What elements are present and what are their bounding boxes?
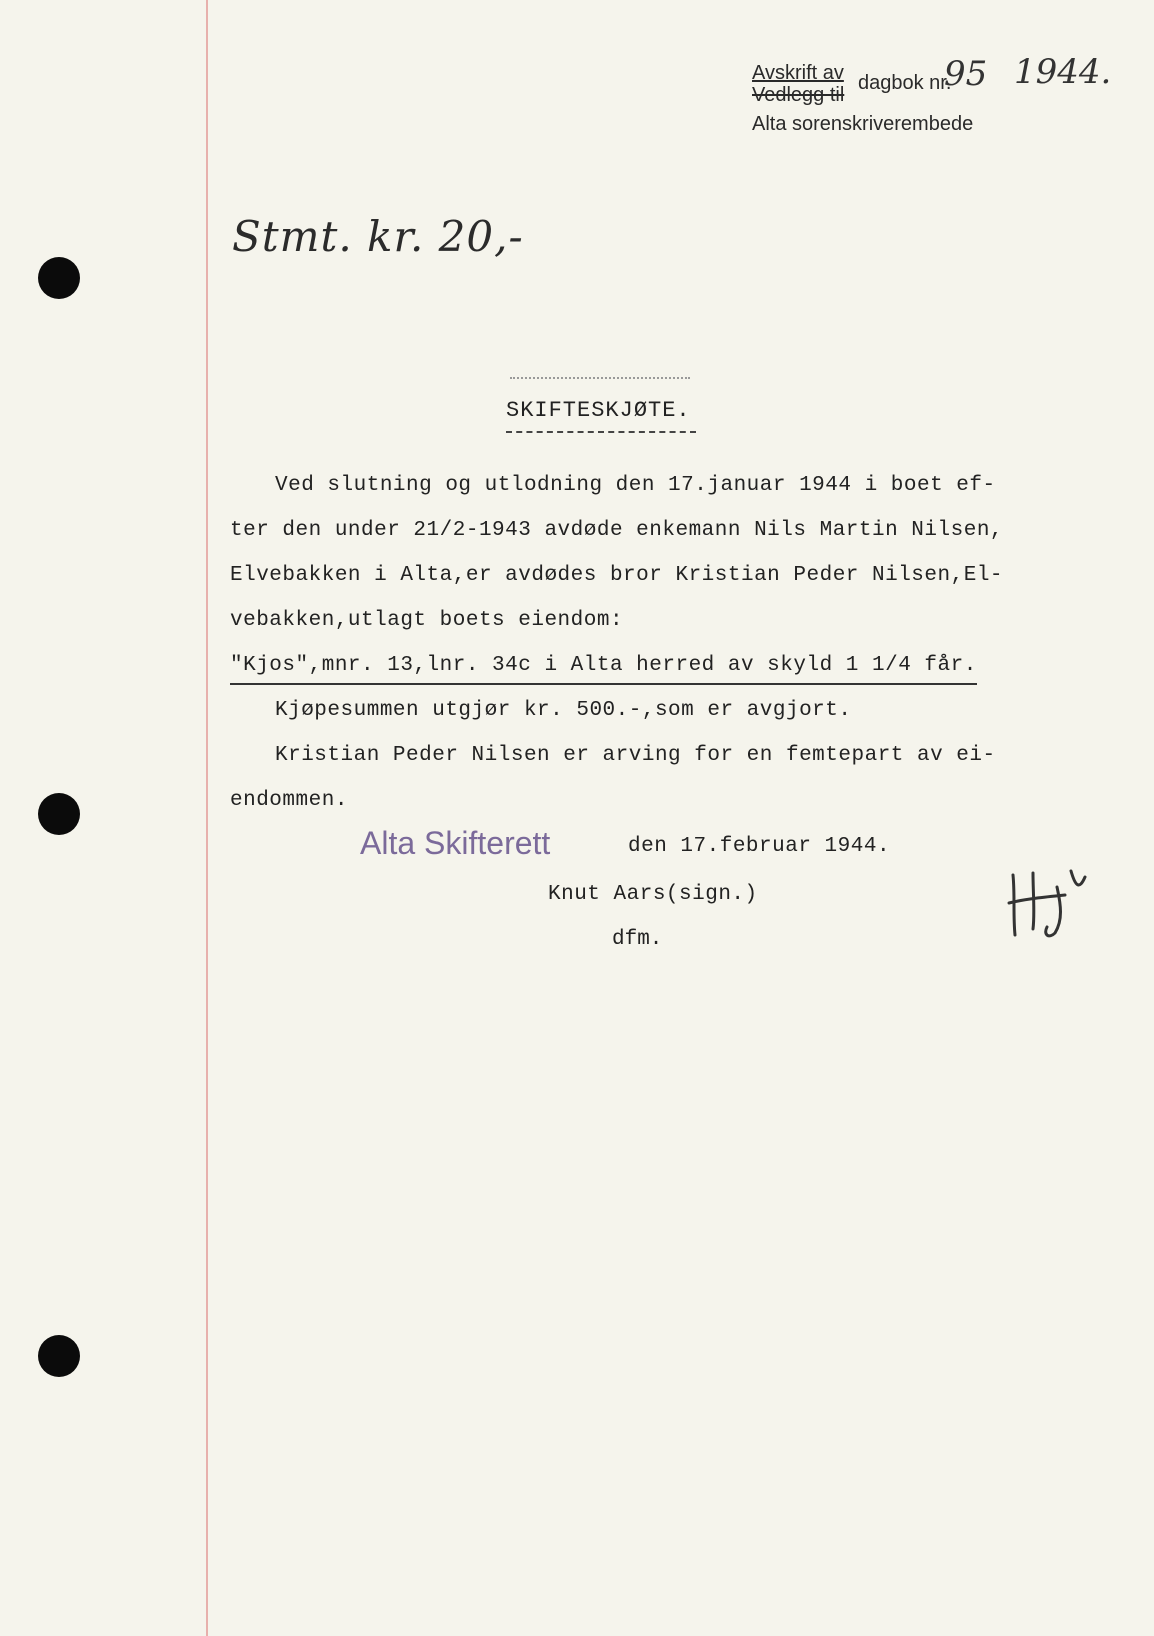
header-row bbox=[752, 52, 1132, 106]
record-header bbox=[752, 52, 1132, 136]
margin-line bbox=[206, 0, 208, 1636]
binder-hole bbox=[38, 793, 80, 835]
dagbok-year: 1944. bbox=[1014, 52, 1112, 92]
body-line-property bbox=[230, 643, 1060, 688]
body-line: Ved slutning og utlodning den 17.januar 1944 i boet ef- bbox=[275, 474, 996, 497]
vedlegg-label: Vedlegg til bbox=[752, 84, 845, 106]
handwritten-initials bbox=[1005, 865, 1095, 940]
dagbok-number: 95 bbox=[944, 54, 988, 94]
body-line: Kjøpesummen utgjør kr. 500.-,som er avgjort. bbox=[275, 699, 852, 722]
property-description: "Kjos",mnr. 13,lnr. 34c i Alta herred av skyld 1 1/4 får. bbox=[230, 649, 977, 685]
body-line: vebakken,utlagt boets eiendom: bbox=[230, 609, 624, 632]
dotted-rule bbox=[510, 377, 690, 379]
body-line: Kristian Peder Nilsen er arving for en femtepart av ei- bbox=[275, 744, 996, 767]
dagbok-label: dagbok nr. bbox=[858, 72, 952, 94]
binder-hole bbox=[38, 257, 80, 299]
office-name: Alta sorenskriverembede bbox=[752, 113, 974, 135]
document-body bbox=[230, 463, 1060, 823]
closing-date: den 17.februar 1944. bbox=[628, 835, 891, 858]
signer-name: Knut Aars(sign.) bbox=[548, 883, 758, 906]
title-underline bbox=[506, 431, 696, 433]
attestation-mark: dfm. bbox=[612, 928, 663, 951]
avskrift-label: Avskrift av bbox=[752, 62, 844, 84]
court-stamp: Alta Skifterett bbox=[360, 825, 551, 861]
document-title: SKIFTESKJØTE. bbox=[506, 398, 691, 423]
body-line: endommen. bbox=[230, 789, 348, 812]
stamp-duty-note: Stmt. kr. 20,- bbox=[232, 212, 524, 261]
header-label-stack bbox=[752, 62, 844, 106]
binder-hole bbox=[38, 1335, 80, 1377]
body-line: ter den under 21/2-1943 avdøde enkemann Nils Martin Nilsen, bbox=[230, 519, 1004, 542]
body-line: Elvebakken i Alta,er avdødes bror Kristian Peder Nilsen,El- bbox=[230, 564, 1004, 587]
